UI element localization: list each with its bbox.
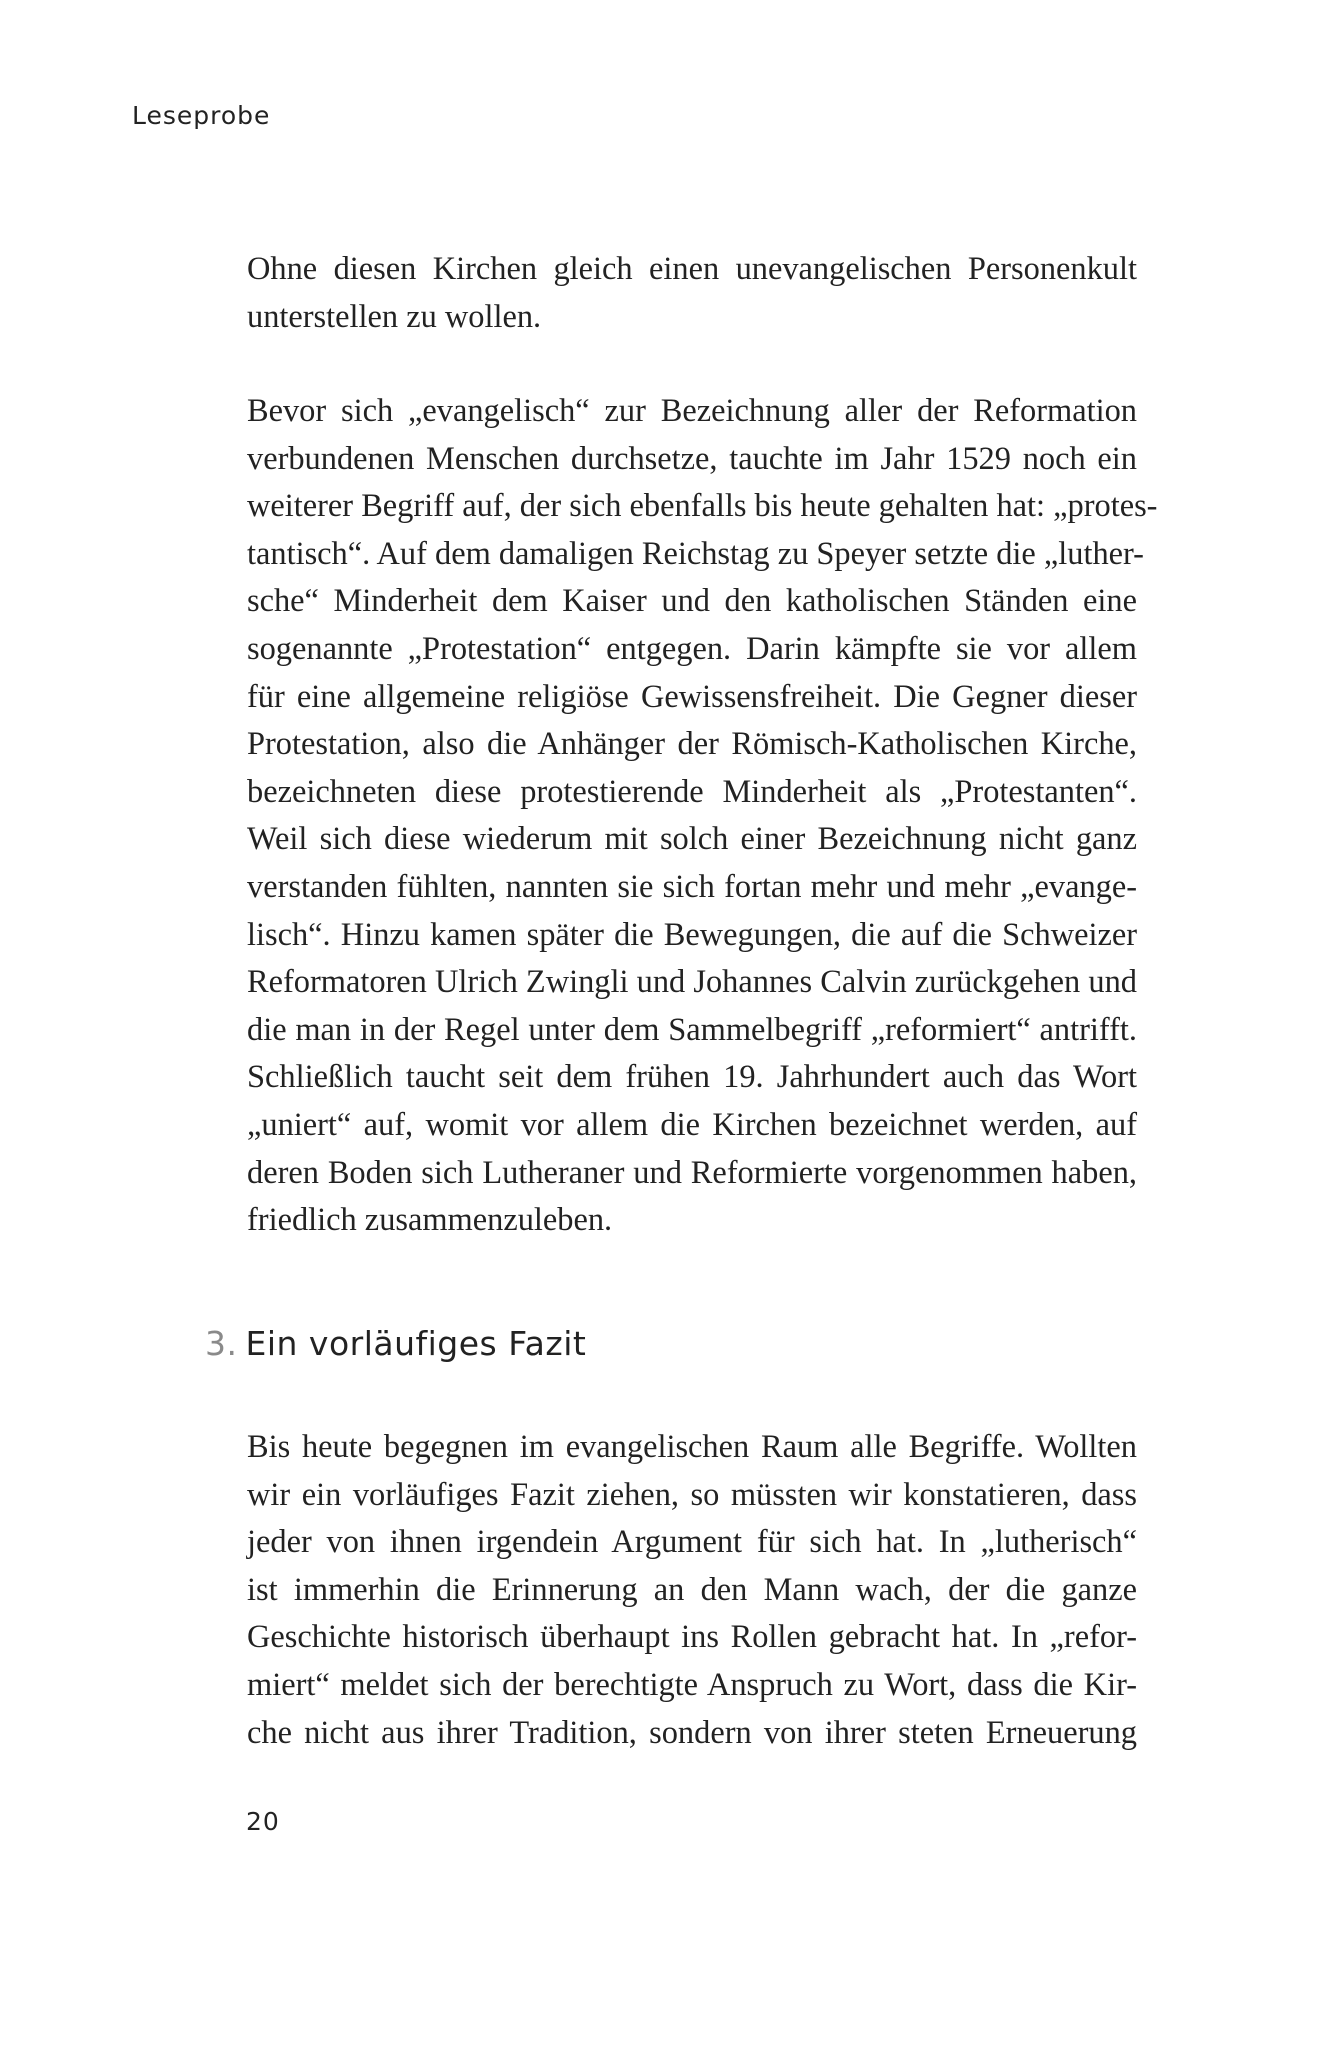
section-title: Ein vorläufiges Fazit xyxy=(245,1324,587,1363)
text-line: Bevor sich „evangelisch“ zur Bezeichnung aller der Reformation xyxy=(247,393,1137,429)
text-line: weiterer Begriff auf, der sich ebenfalls bis heute gehalten hat: „protes- xyxy=(247,488,1158,525)
text-line: Weil sich diese wiederum mit solch einer Bezeichnung nicht ganz xyxy=(247,821,1137,858)
running-header: Leseprobe xyxy=(132,101,271,130)
text-line: miert“ meldet sich der berechtigte Anspruch zu Wort, dass die Kir- xyxy=(247,1666,1137,1703)
text-line: die man in der Regel unter dem Sammelbegriff „reformiert“ antrifft. xyxy=(247,1011,1137,1048)
text-line: „uniert“ auf, womit vor allem die Kirchen bezeichnet werden, auf xyxy=(247,1106,1137,1143)
text-line: Protestation, also die Anhänger der Römisch-Katholischen Kirche, xyxy=(247,726,1137,763)
text-line: für eine allgemeine religiöse Gewissensfreiheit. Die Gegner dieser xyxy=(247,678,1137,715)
text-line: verbundenen Menschen durchsetze, tauchte im Jahr 1529 noch ein xyxy=(247,440,1137,477)
text-line: sogenannte „Protestation“ entgegen. Darin kämpfte sie vor allem xyxy=(247,630,1137,667)
paragraph-3 xyxy=(247,1424,1137,1757)
paragraph-2 xyxy=(247,388,1158,1245)
text-line: Schließlich taucht seit dem frühen 19. Jahrhundert auch das Wort xyxy=(247,1059,1137,1096)
text-line: che nicht aus ihrer Tradition, sondern von ihrer steten Erneuerung xyxy=(247,1714,1137,1751)
text-line: verstanden fühlten, nannten sie sich fortan mehr und mehr „evange- xyxy=(247,868,1137,905)
text-line: Geschichte historisch überhaupt ins Rollen gebracht hat. In „refor- xyxy=(247,1619,1137,1656)
text-line: unterstellen zu wollen. xyxy=(247,298,542,335)
page-number: 20 xyxy=(246,1807,280,1836)
text-line: deren Boden sich Lutheraner und Reformierte vorgenommen haben, xyxy=(247,1154,1137,1191)
text-line: lisch“. Hinzu kamen später die Bewegungen, die auf die Schweizer xyxy=(247,916,1137,953)
section-number: 3. xyxy=(205,1324,238,1363)
text-line: wir ein vorläufiges Fazit ziehen, so müssten wir konstatieren, dass xyxy=(247,1476,1137,1513)
section-heading xyxy=(205,1324,586,1363)
text-line: friedlich zusammenzuleben. xyxy=(247,1202,613,1239)
text-line: Reformatoren Ulrich Zwingli und Johannes Calvin zurückgehen und xyxy=(247,964,1137,1001)
text-line: Ohne diesen Kirchen gleich einen unevangelischen Personenkult xyxy=(247,251,1137,287)
paragraph-1 xyxy=(247,246,1137,341)
text-line: ist immerhin die Erinnerung an den Mann wach, der die ganze xyxy=(247,1571,1137,1608)
text-line: jeder von ihnen irgendein Argument für sich hat. In „lutherisch“ xyxy=(247,1524,1137,1561)
text-line: bezeichneten diese protestierende Minderheit als „Protestanten“. xyxy=(247,773,1137,810)
text-line: Bis heute begegnen im evangelischen Raum alle Begriffe. Wollten xyxy=(247,1429,1137,1465)
text-line: tantisch“. Auf dem damaligen Reichstag zu Speyer setzte die „luther- xyxy=(247,535,1144,572)
text-line: sche“ Minderheit dem Kaiser und den katholischen Ständen eine xyxy=(247,583,1137,620)
